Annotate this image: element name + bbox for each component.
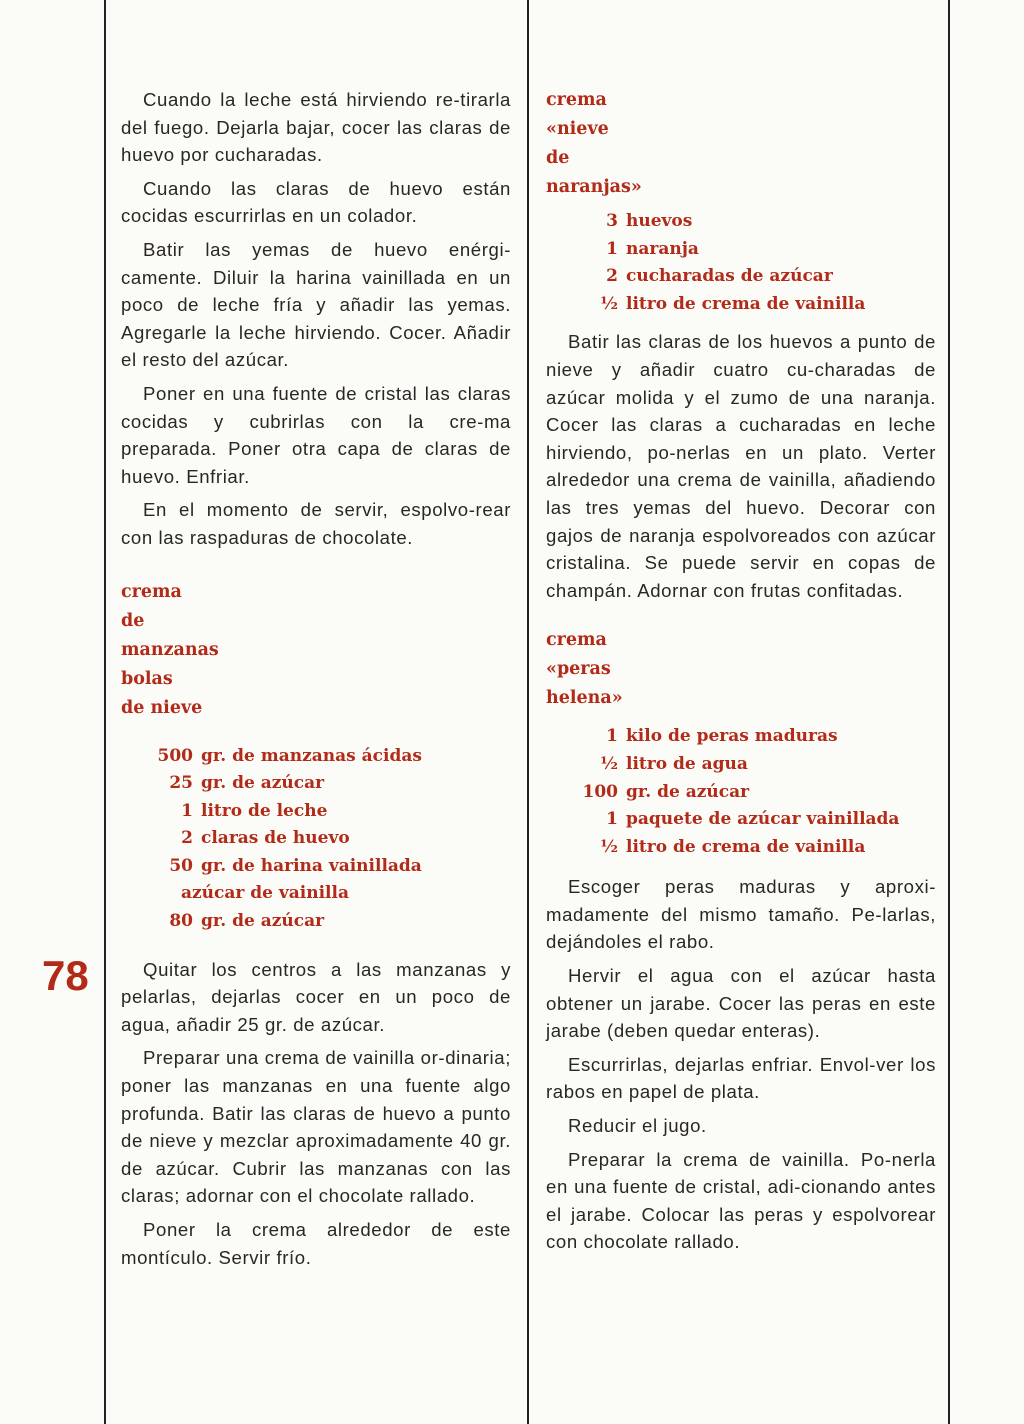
ingredient-qty: 1: [606, 238, 618, 259]
column-divider-rule: [527, 0, 529, 1424]
paragraph: Escoger peras maduras y aproxi-madamente del mismo tamaño. Pe-larlas, dejándoles el rabo.: [546, 876, 936, 953]
ingredient-name: litro de crema de vainilla: [626, 836, 866, 857]
ingredient-name: gr. de manzanas ácidas: [201, 745, 422, 766]
title-line: «peras: [546, 659, 611, 680]
title-line: manzanas: [121, 639, 219, 660]
ingredient-qty: 1: [606, 726, 618, 747]
ingredient-item: [546, 779, 936, 807]
paragraph: Batir las yemas de huevo enérgi-camente. Diluir la harina vainillada en un poco de leche fría y añadir las yemas. Agregarle la leche hirviendo. Cocer. Añadir el resto del azúcar.: [121, 238, 511, 371]
paragraph: Poner en una fuente de cristal las claras cocidas y cubrirlas con la cre-ma preparada. Poner otra capa de claras de huevo. Enfriar.: [121, 382, 511, 487]
ingredient-item: [546, 208, 936, 236]
ingredient-qty: 1: [606, 809, 618, 830]
paragraph: Escurrirlas, dejarlas enfriar. Envol-ver los rabos en papel de plata.: [546, 1053, 936, 1103]
ingredient-item: [121, 825, 511, 853]
ingredient-name: huevos: [626, 211, 693, 231]
ingredient-item: [121, 880, 511, 908]
title-line: de: [121, 610, 145, 631]
ingredient-qty: 2: [606, 266, 618, 287]
ingredient-name: litro de agua: [626, 753, 748, 774]
method-text-naranjas: [546, 328, 936, 604]
right-column: [546, 86, 936, 1262]
ingredient-list-manzanas: [121, 743, 511, 936]
ingredient-item: [546, 723, 936, 751]
ingredient-name: cucharadas de azúcar: [626, 266, 833, 287]
paragraph: Reducir el jugo.: [568, 1115, 707, 1137]
recipe-title-peras: [546, 626, 936, 713]
paragraph: Preparar la crema de vainilla. Po-nerla en una fuente de cristal, adi-cionando antes el jarabe. Colocar las peras y espolvorear con chocolate rallado.: [546, 1148, 936, 1253]
page-number: 78: [42, 952, 89, 999]
ingredient-name: azúcar de vainilla: [181, 883, 349, 904]
ingredient-item: [546, 263, 936, 291]
ingredient-qty: 50: [169, 855, 193, 876]
ingredient-qty: 100: [582, 781, 618, 802]
paragraph: Batir las claras de los huevos a punto de nieve y añadir cuatro cu-charadas de azúcar molida y el zumo de una naranja. Cocer las claras a cucharadas en leche hirviendo, po-nerlas en un plato. Verter alrededor una crema de vainilla, añadiendo las tres yemas del huevo. Decorar con gajos de naranja espolvoreados con azúcar cristalina. Se puede servir en copas de champán. Adornar con frutas confitadas.: [546, 331, 936, 601]
ingredient-name: claras de huevo: [201, 828, 350, 849]
ingredient-qty: 500: [157, 745, 193, 766]
ingredient-name: litro de leche: [201, 800, 328, 821]
left-column: [121, 86, 511, 1277]
ingredient-qty: ½: [600, 293, 618, 314]
paragraph: Poner la crema alrededor de este montículo. Servir frío.: [121, 1219, 511, 1268]
title-line: «nieve: [546, 119, 609, 139]
paragraph: Preparar una crema de vainilla or-dinaria; poner las manzanas en una fuente algo profunda. Batir las claras de huevo a punto de nieve y mezclar aproximadamente 40 gr. de azúcar. Cubrir las manzanas con las claras; adornar con el chocolate rallado.: [121, 1047, 511, 1207]
left-margin-rule: [104, 0, 106, 1424]
ingredient-item: [121, 743, 511, 771]
ingredient-list-peras: [546, 723, 936, 861]
ingredient-qty: 80: [169, 911, 193, 932]
ingredient-name: gr. de azúcar: [201, 773, 325, 794]
title-line: crema: [121, 581, 182, 602]
paragraph: Hervir el agua con el azúcar hasta obtener un jarabe. Cocer las peras en este jarabe (deben quedar enteras).: [546, 965, 936, 1042]
ingredient-name: naranja: [626, 238, 699, 259]
ingredient-item: [546, 751, 936, 779]
recipe-title-manzanas: [121, 578, 511, 723]
ingredient-qty: 25: [169, 773, 193, 794]
paragraph: Cuando la leche está hirviendo re-tirarla del fuego. Dejarla bajar, cocer las claras de huevo por cucharadas.: [121, 89, 511, 166]
recipe-title-naranjas: [546, 86, 936, 202]
ingredient-qty: 3: [606, 211, 618, 231]
ingredient-qty: ½: [600, 753, 618, 774]
intro-text: [121, 86, 511, 552]
method-text-peras: [546, 873, 936, 1256]
title-line: crema: [546, 630, 607, 651]
title-line: naranjas»: [546, 177, 642, 197]
paragraph: Quitar los centros a las manzanas y pelarlas, dejarlas cocer en un poco de agua, añadir 25 gr. de azúcar.: [121, 958, 511, 1035]
ingredient-name: gr. de harina vainillada: [201, 855, 422, 876]
title-line: de: [546, 148, 570, 168]
ingredient-item: [546, 834, 936, 862]
ingredient-qty: [121, 880, 181, 908]
ingredient-qty: 1: [181, 800, 193, 821]
ingredient-name: kilo de peras maduras: [626, 726, 838, 747]
ingredient-name: litro de crema de vainilla: [626, 293, 866, 314]
paragraph: Cuando las claras de huevo están cocidas escurrirlas en un colador.: [121, 177, 511, 227]
title-line: de nieve: [121, 697, 203, 718]
ingredient-qty: 2: [181, 828, 193, 849]
ingredient-list-naranjas: [546, 208, 936, 318]
ingredient-item: [121, 798, 511, 826]
title-line: helena»: [546, 688, 623, 709]
ingredient-item: [546, 806, 936, 834]
ingredient-item: [546, 291, 936, 319]
method-text-manzanas: [121, 956, 511, 1272]
ingredient-item: [546, 236, 936, 264]
title-line: crema: [546, 90, 607, 110]
paragraph: En el momento de servir, espolvo-rear con las raspaduras de chocolate.: [121, 499, 511, 548]
ingredient-item: [121, 770, 511, 798]
ingredient-item: [121, 908, 511, 936]
ingredient-name: gr. de azúcar: [201, 911, 325, 932]
title-line: bolas: [121, 668, 173, 689]
ingredient-qty: ½: [600, 836, 618, 857]
ingredient-item: [121, 853, 511, 881]
right-margin-rule: [948, 0, 950, 1424]
ingredient-name: gr. de azúcar: [626, 781, 750, 802]
ingredient-name: paquete de azúcar vainillada: [626, 809, 900, 830]
